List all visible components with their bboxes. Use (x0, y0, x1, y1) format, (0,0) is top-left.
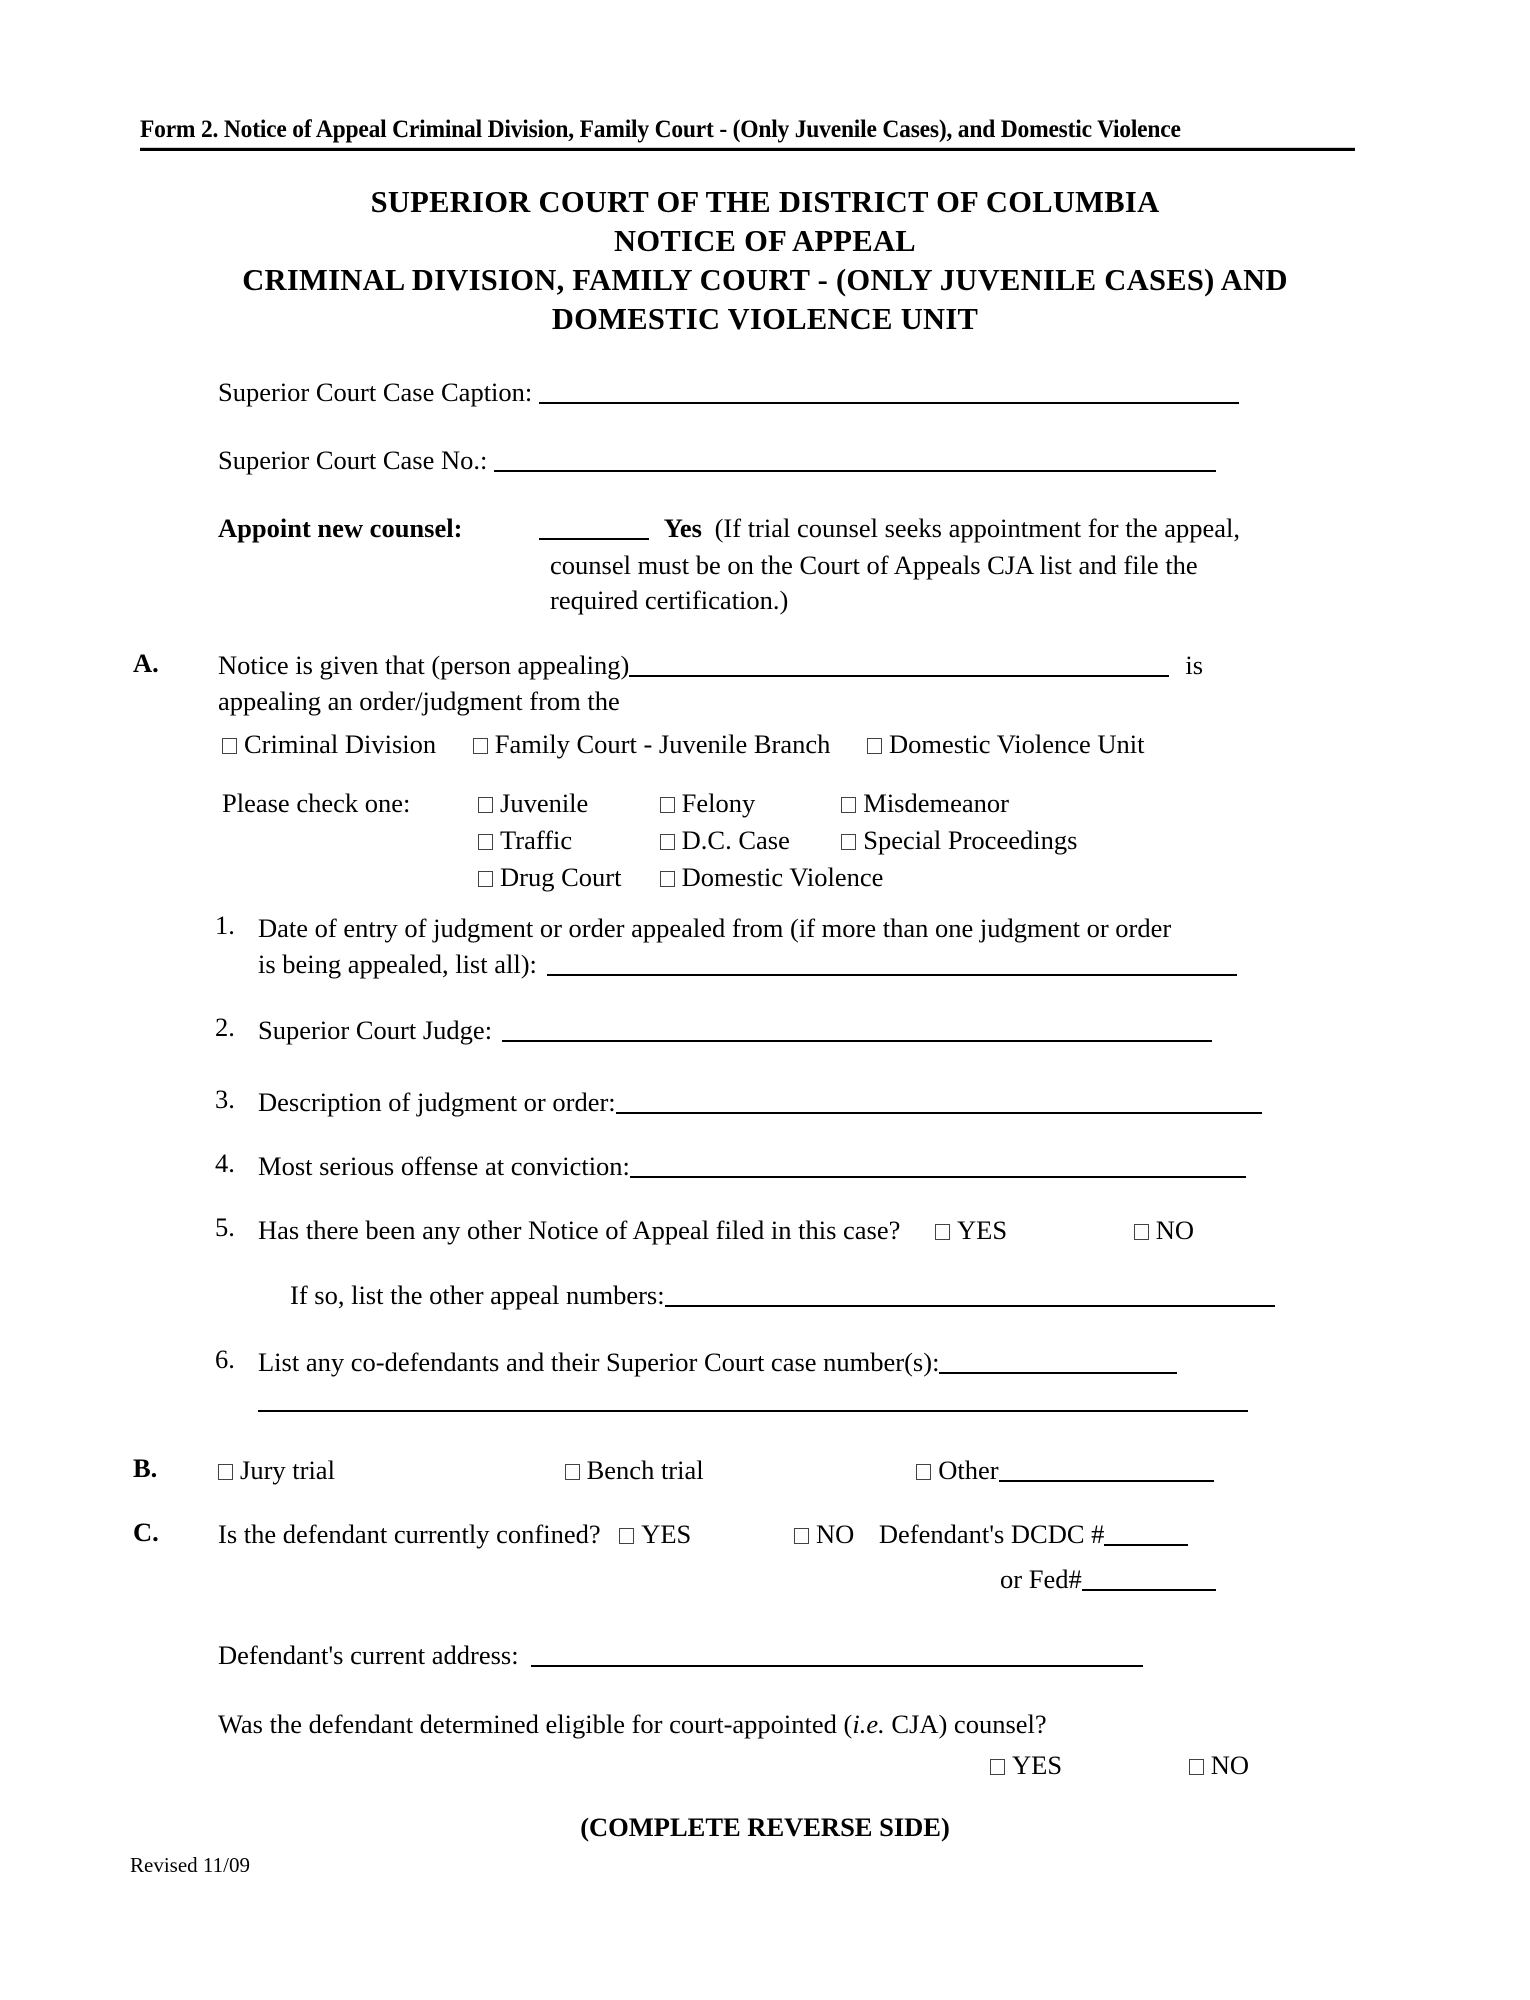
jury-trial-checkbox-icon[interactable] (218, 1464, 233, 1480)
family-court-label: Family Court - Juvenile Branch (494, 729, 831, 759)
appoint-counsel-label: Appoint new counsel: (218, 513, 463, 543)
section-a-letter: A. (133, 648, 159, 678)
checkbox-option-juvenile[interactable] (478, 786, 653, 820)
item-5-followup-input[interactable] (665, 1283, 1275, 1307)
traffic-label: Traffic (500, 825, 573, 855)
other-trial-checkbox-icon[interactable] (916, 1464, 931, 1480)
item5-no-label: NO (1155, 1215, 1194, 1245)
family-court-checkbox-icon[interactable] (473, 738, 488, 754)
dc-case-checkbox-icon[interactable] (660, 834, 675, 850)
checkbox-option-cja-yes[interactable] (990, 1750, 1062, 1780)
other-trial-input[interactable] (999, 1458, 1214, 1482)
case-number-input[interactable] (494, 448, 1216, 472)
felony-label: Felony (681, 788, 756, 818)
checkbox-option-cja-no[interactable] (1189, 1750, 1249, 1780)
checkbox-option-family-court[interactable] (473, 729, 837, 759)
defendant-address-label: Defendant's current address: (218, 1640, 519, 1670)
item-5-number: 5. (215, 1212, 235, 1242)
item-5-question: Has there been any other Notice of Appeal filed in this case? (258, 1215, 901, 1245)
defendant-address-input[interactable] (531, 1643, 1143, 1667)
checkbox-option-domestic-violence-unit[interactable] (867, 729, 1145, 759)
checkbox-option-traffic[interactable] (478, 823, 653, 857)
person-appealing-input[interactable] (629, 653, 1169, 677)
checkbox-option-criminal-division[interactable] (222, 729, 443, 759)
confined-no-label: NO (815, 1519, 855, 1549)
juvenile-label: Juvenile (500, 788, 589, 818)
traffic-checkbox-icon[interactable] (478, 834, 493, 850)
special-proceedings-label: Special Proceedings (863, 825, 1078, 855)
misdemeanor-checkbox-icon[interactable] (841, 797, 856, 813)
fed-number-input[interactable] (1082, 1567, 1216, 1591)
item-3-number: 3. (215, 1084, 235, 1114)
item-6-row (258, 1344, 1177, 1380)
case-caption-row (218, 375, 1239, 409)
item-2-input[interactable] (502, 1018, 1212, 1042)
checkbox-option-confined-yes[interactable] (619, 1519, 691, 1549)
notice-prefix-text: Notice is given that (person appealing) (218, 650, 630, 680)
item-3-row (258, 1084, 1262, 1120)
section-b-options-row (218, 1453, 1214, 1487)
check-one-label: Please check one: (222, 788, 411, 818)
item-2-row (258, 1012, 1212, 1048)
confined-yes-checkbox-icon[interactable] (619, 1528, 634, 1544)
document-title-block (0, 183, 1530, 339)
item-4-row (258, 1148, 1246, 1184)
confined-yes-label: YES (641, 1519, 692, 1549)
defendant-address-row (218, 1638, 1143, 1672)
item-1-input[interactable] (547, 952, 1237, 976)
item-6-number: 6. (215, 1344, 235, 1374)
item-1-line-2 (258, 946, 1237, 982)
checkbox-option-misdemeanor[interactable] (841, 786, 1009, 820)
cja-yes-label: YES (1012, 1750, 1063, 1780)
case-caption-label: Superior Court Case Caption: (218, 377, 533, 407)
section-c-confined-row (218, 1517, 1188, 1551)
drug-court-checkbox-icon[interactable] (478, 871, 493, 887)
item-5-row (258, 1212, 1194, 1248)
appoint-counsel-input[interactable] (539, 516, 649, 540)
criminal-division-label: Criminal Division (244, 729, 437, 759)
appoint-counsel-note-line-2: counsel must be on the Court of Appeals CJA list and file the (550, 550, 1198, 580)
item5-yes-checkbox-icon[interactable] (935, 1224, 950, 1240)
cja-question-part-2: CJA) counsel? (884, 1709, 1047, 1739)
dcdc-number-input[interactable] (1104, 1522, 1188, 1546)
cja-no-checkbox-icon[interactable] (1189, 1759, 1204, 1775)
cja-answer-row (990, 1748, 1249, 1782)
checkbox-option-bench-trial[interactable] (565, 1453, 910, 1487)
check-one-grid-row-3 (478, 860, 883, 894)
item5-no-checkbox-icon[interactable] (1134, 1224, 1149, 1240)
item5-yes-label: YES (957, 1215, 1008, 1245)
jury-trial-label: Jury trial (240, 1455, 335, 1485)
item-2-number: 2. (215, 1012, 235, 1042)
juvenile-checkbox-icon[interactable] (478, 797, 493, 813)
item-4-number: 4. (215, 1148, 235, 1178)
confined-no-checkbox-icon[interactable] (794, 1528, 809, 1544)
confined-question: Is the defendant currently confined? (218, 1519, 601, 1549)
appoint-counsel-note-line-1: (If trial counsel seeks appointment for the appeal, (714, 513, 1240, 543)
cja-eligibility-question (218, 1707, 1047, 1741)
division-options-row (222, 727, 1145, 761)
revised-date: Revised 11/09 (130, 1853, 250, 1877)
cja-yes-checkbox-icon[interactable] (990, 1759, 1005, 1775)
dc-case-label: D.C. Case (681, 825, 790, 855)
section-c-letter: C. (133, 1517, 159, 1547)
fed-number-label: or Fed# (1000, 1564, 1082, 1594)
item-6-continuation-row (258, 1392, 1248, 1415)
checkbox-option-felony[interactable] (660, 786, 835, 820)
domestic-violence-unit-label: Domestic Violence Unit (889, 729, 1145, 759)
item-4-input[interactable] (630, 1154, 1246, 1178)
item-1-line-1: Date of entry of judgment or order appealed from (if more than one judgment or order (258, 913, 1172, 943)
section-b-letter: B. (133, 1453, 158, 1483)
item-6-input-line-2[interactable] (258, 1392, 1248, 1412)
title-line-1: SUPERIOR COURT OF THE DISTRICT OF COLUMBIA (370, 185, 1160, 219)
item-5-followup-label: If so, list the other appeal numbers: (290, 1280, 665, 1310)
fed-number-row (1000, 1562, 1216, 1596)
checkbox-option-confined-no[interactable] (794, 1519, 854, 1549)
bench-trial-checkbox-icon[interactable] (565, 1464, 580, 1480)
item-5-followup-row (290, 1277, 1275, 1313)
check-one-grid-row-2 (478, 823, 1077, 857)
checkbox-option-domestic-violence[interactable] (660, 860, 884, 894)
checkbox-option-drug-court[interactable] (478, 860, 653, 894)
checkbox-option-special-proceedings[interactable] (841, 823, 1077, 857)
title-line-3: CRIMINAL DIVISION, FAMILY COURT - (ONLY JUVENILE CASES) AND (242, 263, 1288, 297)
domestic-violence-unit-checkbox-icon[interactable] (867, 738, 882, 754)
item-3-label: Description of judgment or order: (258, 1087, 616, 1117)
item-1-label: is being appealed, list all): (258, 949, 537, 979)
check-one-grid-row-1 (478, 786, 1009, 820)
dcdc-number-label: Defendant's DCDC # (878, 1519, 1105, 1549)
item-1-number: 1. (215, 910, 235, 940)
drug-court-label: Drug Court (500, 862, 622, 892)
cja-question-part-1: Was the defendant determined eligible for court-appointed ( (218, 1709, 853, 1739)
item-3-input[interactable] (616, 1090, 1262, 1114)
case-number-label: Superior Court Case No.: (218, 445, 488, 475)
appoint-counsel-yes-label: Yes (663, 513, 702, 543)
title-line-2: NOTICE OF APPEAL (614, 224, 916, 258)
special-proceedings-checkbox-icon[interactable] (841, 834, 856, 850)
item-6-label: List any co-defendants and their Superior Court case number(s): (258, 1347, 940, 1377)
section-a-notice-row (218, 648, 1203, 682)
cja-no-label: NO (1210, 1750, 1249, 1780)
checkbox-option-item5-yes[interactable] (935, 1215, 1007, 1245)
item-6-input[interactable] (939, 1350, 1177, 1374)
checkbox-option-jury-trial[interactable] (218, 1453, 558, 1487)
cja-question-italic: i.e. (852, 1709, 885, 1739)
notice-line-2: appealing an order/judgment from the (218, 686, 620, 716)
other-trial-label: Other (938, 1455, 999, 1485)
felony-checkbox-icon[interactable] (660, 797, 675, 813)
title-line-4: DOMESTIC VIOLENCE UNIT (551, 302, 979, 336)
item-4-label: Most serious offense at conviction: (258, 1151, 630, 1181)
checkbox-option-other-trial[interactable] (916, 1453, 1213, 1487)
form-header-title: Form 2. Notice of Appeal Criminal Division, Family Court - (Only Juvenile Cases), and Domestic Violence (140, 116, 1355, 151)
domestic-violence-label: Domestic Violence (681, 862, 884, 892)
misdemeanor-label: Misdemeanor (863, 788, 1009, 818)
checkbox-option-item5-no[interactable] (1134, 1215, 1194, 1245)
notice-suffix-text: is (1185, 650, 1204, 680)
bench-trial-label: Bench trial (586, 1455, 704, 1485)
criminal-division-checkbox-icon[interactable] (222, 738, 237, 754)
appoint-counsel-note-line-3: required certification.) (550, 585, 789, 615)
checkbox-option-dc-case[interactable] (660, 823, 835, 857)
case-caption-input[interactable] (539, 380, 1239, 404)
domestic-violence-checkbox-icon[interactable] (660, 871, 675, 887)
case-number-row (218, 443, 1216, 477)
appoint-counsel-row (218, 511, 1240, 545)
complete-reverse-side-notice: (COMPLETE REVERSE SIDE) (580, 1812, 950, 1842)
item-2-label: Superior Court Judge: (258, 1015, 493, 1045)
